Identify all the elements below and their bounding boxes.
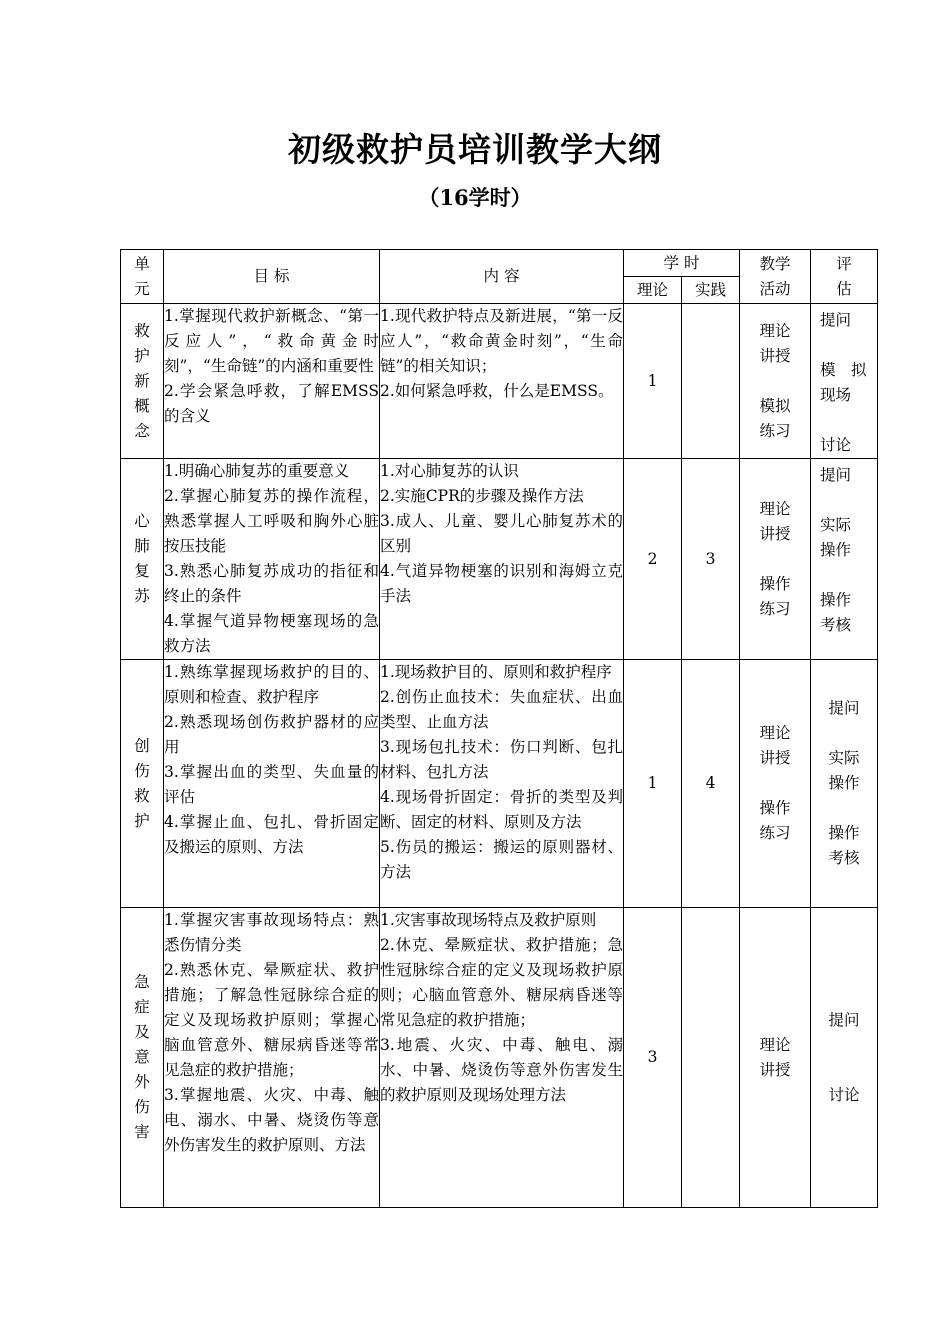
theory-hours: 2 xyxy=(624,459,682,660)
header-eval xyxy=(811,250,878,304)
eval-line: 操作 xyxy=(828,774,860,792)
content-item: 1.灾害事故现场特点及救护原则 xyxy=(380,911,597,929)
unit-char: 急 xyxy=(134,973,150,991)
unit-char: 新 xyxy=(134,371,150,390)
table-row xyxy=(121,459,878,660)
eval-cell xyxy=(811,304,878,459)
practice-hours xyxy=(682,908,740,1208)
eval-line xyxy=(811,1033,877,1058)
activity-line: 理论 xyxy=(759,1035,791,1054)
activity-line xyxy=(740,771,810,796)
unit-char: 护 xyxy=(134,346,150,365)
content-item: 1.现场救护目的、原则和救护程序 xyxy=(380,663,612,681)
practice-hours: 3 xyxy=(682,459,740,660)
activity-line: 练习 xyxy=(759,824,791,842)
goal-item: 3.熟悉心肺复苏成功的指征和终止的条件 xyxy=(164,562,379,605)
header-unit xyxy=(121,250,164,304)
content-item: 1.对心肺复苏的认识 xyxy=(380,462,519,480)
eval-line xyxy=(811,796,877,821)
unit-char: 及 xyxy=(134,1023,150,1041)
practice-hours xyxy=(682,304,740,459)
activity-line: 练习 xyxy=(759,421,791,440)
eval-cell xyxy=(811,459,878,660)
header-activity xyxy=(740,250,811,304)
unit-char: 念 xyxy=(134,421,150,440)
unit-char: 肺 xyxy=(134,537,150,555)
content-item: 3.地震、火灾、中毒、触电、溺水、中暑、烧烫伤等意外伤害发生的救护原则及现场处理方法 xyxy=(380,1036,623,1104)
table-row xyxy=(121,908,878,1208)
goal-item: 1.明确心肺复苏的重要意义 xyxy=(164,462,350,480)
goal-item: 2.学会紧急呼救，了解EMSS的含义 xyxy=(164,382,379,425)
activity-line: 讲授 xyxy=(759,1060,791,1079)
eval-line xyxy=(820,488,877,513)
activity-line: 练习 xyxy=(759,599,791,618)
eval-line xyxy=(820,408,877,433)
activity-line: 操作 xyxy=(759,799,791,817)
eval-line xyxy=(811,721,877,746)
table-row xyxy=(121,304,878,459)
document-subtitle: （16学时） xyxy=(418,185,532,210)
unit-char: 伤 xyxy=(134,1098,150,1116)
activity-cell xyxy=(740,908,811,1208)
unit-char: 伤 xyxy=(134,761,150,780)
goal-cell xyxy=(164,459,380,660)
activity-cell xyxy=(740,459,811,660)
activity-line xyxy=(740,369,810,394)
eval-line: 考核 xyxy=(820,616,852,634)
theory-hours: 3 xyxy=(624,908,682,1208)
eval-cell xyxy=(811,660,878,908)
activity-line: 讲授 xyxy=(759,749,791,767)
goal-item: 2.熟悉现场创伤救护器材的应用 xyxy=(164,713,379,756)
eval-line: 操作 xyxy=(820,591,852,609)
eval-line: 现场 xyxy=(820,386,852,404)
goal-item: 2.熟悉休克、晕厥症状、救护措施；了解急性冠脉综合症的定义及现场救护原则；掌握心脑血管意外、糖尿病昏迷等常见急症的救护措施； xyxy=(164,961,379,1079)
eval-line xyxy=(820,563,877,588)
eval-line: 考核 xyxy=(828,849,860,867)
goal-item: 3.掌握出血的类型、失血量的评估 xyxy=(164,763,379,806)
header-practice: 实践 xyxy=(682,277,740,304)
unit-cell xyxy=(121,908,164,1208)
unit-char: 创 xyxy=(134,736,150,755)
content-item: 5.伤员的搬运：搬运的原则器材、方法 xyxy=(380,838,623,881)
activity-cell xyxy=(740,660,811,908)
goal-cell xyxy=(164,908,380,1208)
activity-line: 理论 xyxy=(759,321,791,340)
activity-line: 操作 xyxy=(759,574,791,593)
syllabus-table xyxy=(120,249,878,1208)
eval-line: 提问 xyxy=(820,311,852,329)
content-cell xyxy=(380,660,624,908)
content-item: 2.休克、晕厥症状、救护措施；急性冠脉综合症的定义及现场救护原则；心脑血管意外、糖尿病昏迷等常见急症的救护措施； xyxy=(380,936,623,1029)
unit-char: 苏 xyxy=(134,587,150,605)
eval-line: 提问 xyxy=(828,1010,860,1029)
content-cell xyxy=(380,908,624,1208)
header-unit-label: 单元 xyxy=(134,254,150,298)
activity-line: 理论 xyxy=(759,499,791,518)
unit-cell xyxy=(121,459,164,660)
unit-char: 意 xyxy=(134,1048,150,1066)
table-row xyxy=(121,660,878,908)
eval-line: 提问 xyxy=(820,466,852,484)
practice-hours: 4 xyxy=(682,660,740,908)
activity-line: 讲授 xyxy=(759,524,791,543)
goal-cell xyxy=(164,304,380,459)
unit-char: 救 xyxy=(134,786,150,805)
content-cell xyxy=(380,304,624,459)
theory-hours: 1 xyxy=(624,660,682,908)
goal-item: 2.掌握心肺复苏的操作流程，熟悉掌握人工呼吸和胸外心脏按压技能 xyxy=(164,487,379,555)
unit-char: 外 xyxy=(134,1073,150,1091)
content-item: 4.气道异物梗塞的识别和海姆立克手法 xyxy=(380,562,623,605)
content-cell xyxy=(380,459,624,660)
unit-char: 救 xyxy=(134,321,150,340)
unit-char: 概 xyxy=(134,396,150,415)
activity-line: 模拟 xyxy=(759,396,791,415)
header-theory: 理论 xyxy=(624,277,682,304)
content-item: 1.现代救护特点及新进展，“第一反应人”，“救命黄金时刻”，“生命链”的相关知识； xyxy=(380,307,623,375)
unit-char: 心 xyxy=(134,512,150,530)
unit-char: 护 xyxy=(134,811,150,830)
goal-item: 1.掌握现代救护新概念、“第一反应人”，“救命黄金时刻”，“生命链”的内涵和重要性 xyxy=(164,307,379,375)
content-item: 2.实施CPR的步骤及操作方法 xyxy=(380,487,584,505)
activity-cell xyxy=(740,304,811,459)
unit-char: 害 xyxy=(134,1123,150,1141)
goal-item: 4.掌握气道异物梗塞现场的急救方法 xyxy=(164,612,379,655)
eval-line: 实际 xyxy=(828,749,860,767)
eval-line: 操作 xyxy=(820,541,852,559)
header-eval-label: 评估 xyxy=(836,254,852,298)
theory-hours: 1 xyxy=(624,304,682,459)
unit-char: 复 xyxy=(134,562,150,580)
activity-line: 理论 xyxy=(759,724,791,742)
header-activity-label: 教学活动 xyxy=(759,254,791,298)
content-item: 2.如何紧急呼救，什么是EMSS。 xyxy=(380,382,614,400)
eval-line: 讨论 xyxy=(820,436,852,454)
header-goal: 目 标 xyxy=(164,250,380,304)
content-item: 3.成人、儿童、婴儿心肺复苏术的区别 xyxy=(380,512,623,555)
content-item: 4.现场骨折固定：骨折的类型及判断、固定的材料、原则及方法 xyxy=(380,788,623,831)
document-title: 初级救护员培训教学大纲 xyxy=(288,130,662,169)
eval-line: 实际 xyxy=(820,516,852,534)
goal-item: 1.掌握灾害事故现场特点：熟悉伤情分类 xyxy=(164,911,379,954)
eval-line: 操作 xyxy=(828,824,860,842)
goal-item: 4.掌握止血、包扎、骨折固定及搬运的原则、方法 xyxy=(164,813,379,856)
unit-cell xyxy=(121,304,164,459)
content-item: 3.现场包扎技术：伤口判断、包扎材料、包扎方法 xyxy=(380,738,623,781)
goal-item: 1.熟练掌握现场救护的目的、原则和检查、救护程序 xyxy=(164,663,379,706)
unit-cell xyxy=(121,660,164,908)
unit-char: 症 xyxy=(134,998,150,1016)
goal-item: 3.掌握地震、火灾、中毒、触电、溺水、中暑、烧烫伤等意外伤害发生的救护原则、方法 xyxy=(164,1086,379,1154)
content-item: 2.创伤止血技术：失血症状、出血类型、止血方法 xyxy=(380,688,623,731)
eval-line xyxy=(820,333,877,358)
eval-line: 讨论 xyxy=(828,1085,860,1104)
goal-cell xyxy=(164,660,380,908)
activity-line xyxy=(740,547,810,572)
eval-line: 提问 xyxy=(828,699,860,717)
activity-line: 讲授 xyxy=(759,346,791,365)
eval-line: 模 拟 xyxy=(820,361,867,379)
header-content: 内 容 xyxy=(380,250,624,304)
eval-line xyxy=(811,1058,877,1083)
eval-cell xyxy=(811,908,878,1208)
header-hours: 学 时 xyxy=(624,250,740,277)
